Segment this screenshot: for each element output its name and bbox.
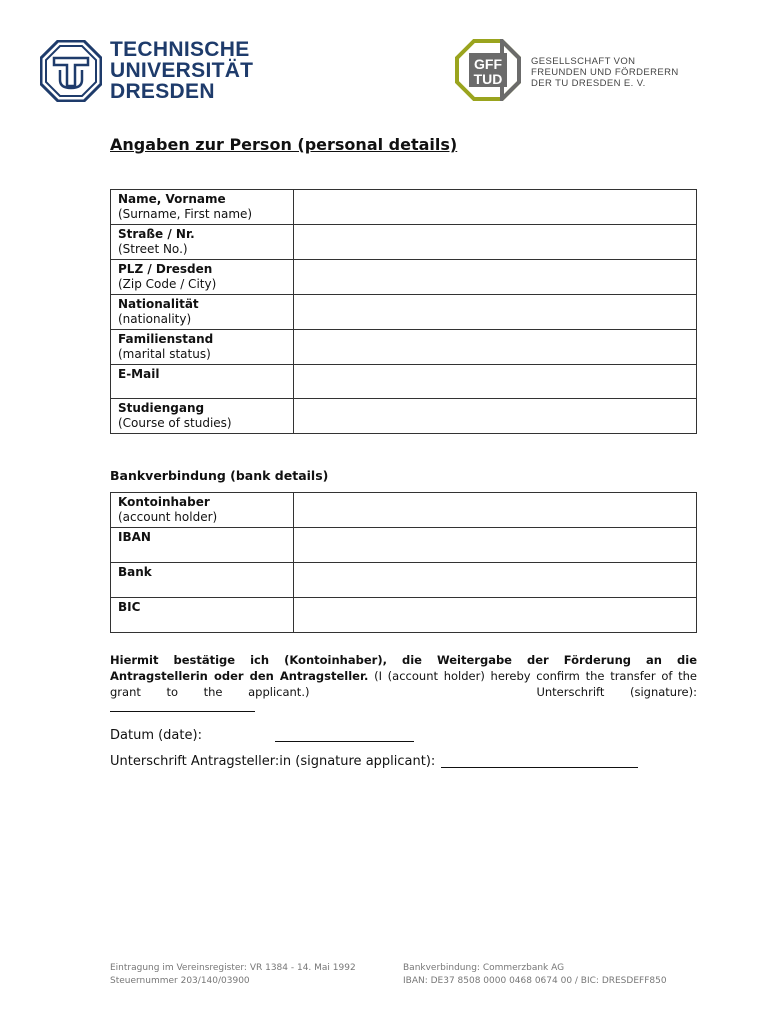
personal-field-label-de: E-Mail <box>118 367 160 381</box>
personal-field-value-cell <box>294 330 697 365</box>
bank-field-label-cell <box>111 528 294 563</box>
personal-field-label-de: Name, Vorname <box>118 192 226 206</box>
personal-field-label-de: Nationalität <box>118 297 199 311</box>
personal-field-label-en: (Surname, First name) <box>118 207 253 221</box>
bank-details-heading: Bankverbindung (bank details) <box>110 468 329 483</box>
personal-field-label-de: PLZ / Dresden <box>118 262 213 276</box>
bank-field-value-input[interactable] <box>294 563 696 581</box>
personal-field-label-en: (nationality) <box>118 312 192 326</box>
account-holder-signature-label: Unterschrift (signature): <box>536 685 697 699</box>
bank-field-label-de: IBAN <box>118 530 151 544</box>
personal-field-label-de: Straße / Nr. <box>118 227 195 241</box>
personal-field-value-input[interactable] <box>294 260 696 278</box>
personal-field-row <box>111 260 697 295</box>
bank-field-row <box>111 563 697 598</box>
personal-field-value-cell <box>294 295 697 330</box>
gff-org-line: FREUNDEN UND FÖRDERERN <box>531 67 679 78</box>
personal-field-label-cell <box>111 399 294 434</box>
date-label: Datum (date): <box>110 728 202 743</box>
personal-field-label-cell <box>111 260 294 295</box>
personal-field-row <box>111 330 697 365</box>
bank-field-value-cell <box>294 493 697 528</box>
personal-field-label-en: (Street No.) <box>118 242 188 256</box>
bank-field-value-cell <box>294 563 697 598</box>
bank-field-value-input[interactable] <box>294 598 696 616</box>
bank-field-row <box>111 528 697 563</box>
bank-field-label-de: Bank <box>118 565 152 579</box>
personal-field-label-en: (Course of studies) <box>118 416 232 430</box>
personal-field-value-input[interactable] <box>294 225 696 243</box>
personal-field-label-en: (marital status) <box>118 347 211 361</box>
tu-wordmark-line: DRESDEN <box>110 80 215 103</box>
personal-field-label-cell <box>111 295 294 330</box>
tu-wordmark-line: UNIVERSITÄT <box>110 59 254 82</box>
bank-field-row <box>111 493 697 528</box>
personal-field-row <box>111 295 697 330</box>
personal-field-value-input[interactable] <box>294 295 696 313</box>
tu-dresden-logo-icon <box>40 40 102 102</box>
personal-field-row <box>111 225 697 260</box>
personal-field-value-cell <box>294 225 697 260</box>
account-holder-signature-line[interactable] <box>110 700 255 712</box>
gff-logo-text: GFF <box>474 56 502 72</box>
personal-field-value-cell <box>294 399 697 434</box>
personal-field-value-input[interactable] <box>294 330 696 348</box>
personal-field-row <box>111 399 697 434</box>
footer-bank-line: Bankverbindung: Commerzbank AG <box>403 963 565 973</box>
bank-details-table <box>110 492 697 633</box>
date-signature-line[interactable] <box>275 741 414 742</box>
personal-field-value-cell <box>294 190 697 225</box>
bank-field-value-input[interactable] <box>294 528 696 546</box>
bank-field-label-cell <box>111 493 294 528</box>
personal-field-label-de: Familienstand <box>118 332 214 346</box>
bank-field-label-en: (account holder) <box>118 510 218 524</box>
footer-tax-line: Steuernummer 203/140/03900 <box>110 976 250 986</box>
personal-field-label-cell <box>111 365 294 399</box>
confirmation-paragraph <box>110 652 697 716</box>
gff-logo-text: TUD <box>473 71 503 87</box>
footer-registry-line: Eintragung im Vereinsregister: VR 1384 - 14. Mai 1992 <box>110 963 356 973</box>
confirmation-text-en: (I (account holder) hereby confirm the transfer of the grant to the applicant.) <box>110 669 697 699</box>
applicant-signature-line[interactable] <box>441 767 638 768</box>
footer-registry <box>110 962 356 988</box>
bank-field-value-cell <box>294 528 697 563</box>
gff-tud-logo-icon <box>455 39 521 101</box>
personal-field-value-input[interactable] <box>294 399 696 417</box>
bank-field-label-de: Kontoinhaber <box>118 495 210 509</box>
personal-field-label-cell <box>111 225 294 260</box>
tu-wordmark-line: TECHNISCHE <box>110 38 250 61</box>
personal-field-label-cell <box>111 330 294 365</box>
personal-field-label-de: Studiengang <box>118 401 205 415</box>
footer-iban-line: IBAN: DE37 8508 0000 0468 0674 00 / BIC: DRESDEFF850 <box>403 976 667 986</box>
bank-field-label-cell <box>111 598 294 633</box>
personal-field-value-input[interactable] <box>294 365 696 383</box>
gff-org-line: GESELLSCHAFT VON <box>531 56 636 67</box>
footer-bank <box>403 962 667 988</box>
page-title: Angaben zur Person (personal details) <box>110 135 458 154</box>
personal-field-value-input[interactable] <box>294 190 696 208</box>
personal-field-label-en: (Zip Code / City) <box>118 277 217 291</box>
bank-field-label-de: BIC <box>118 600 141 614</box>
gff-org-line: DER TU DRESDEN E. V. <box>531 78 646 89</box>
confirmation-text-de: Hiermit bestätige ich (Kontoinhaber), die Weitergabe der Förderung an die Antragstellerin oder den Antragsteller. <box>110 653 697 683</box>
tu-dresden-wordmark <box>110 39 253 102</box>
applicant-signature-label: Unterschrift Antragsteller:in (signature applicant): <box>110 754 436 769</box>
bank-field-label-cell <box>111 563 294 598</box>
bank-field-value-input[interactable] <box>294 493 696 511</box>
personal-field-row <box>111 365 697 399</box>
personal-field-row <box>111 190 697 225</box>
bank-field-value-cell <box>294 598 697 633</box>
personal-field-label-cell <box>111 190 294 225</box>
personal-details-table <box>110 189 697 434</box>
bank-field-row <box>111 598 697 633</box>
personal-field-value-cell <box>294 365 697 399</box>
gff-organization-name <box>531 56 679 89</box>
personal-field-value-cell <box>294 260 697 295</box>
